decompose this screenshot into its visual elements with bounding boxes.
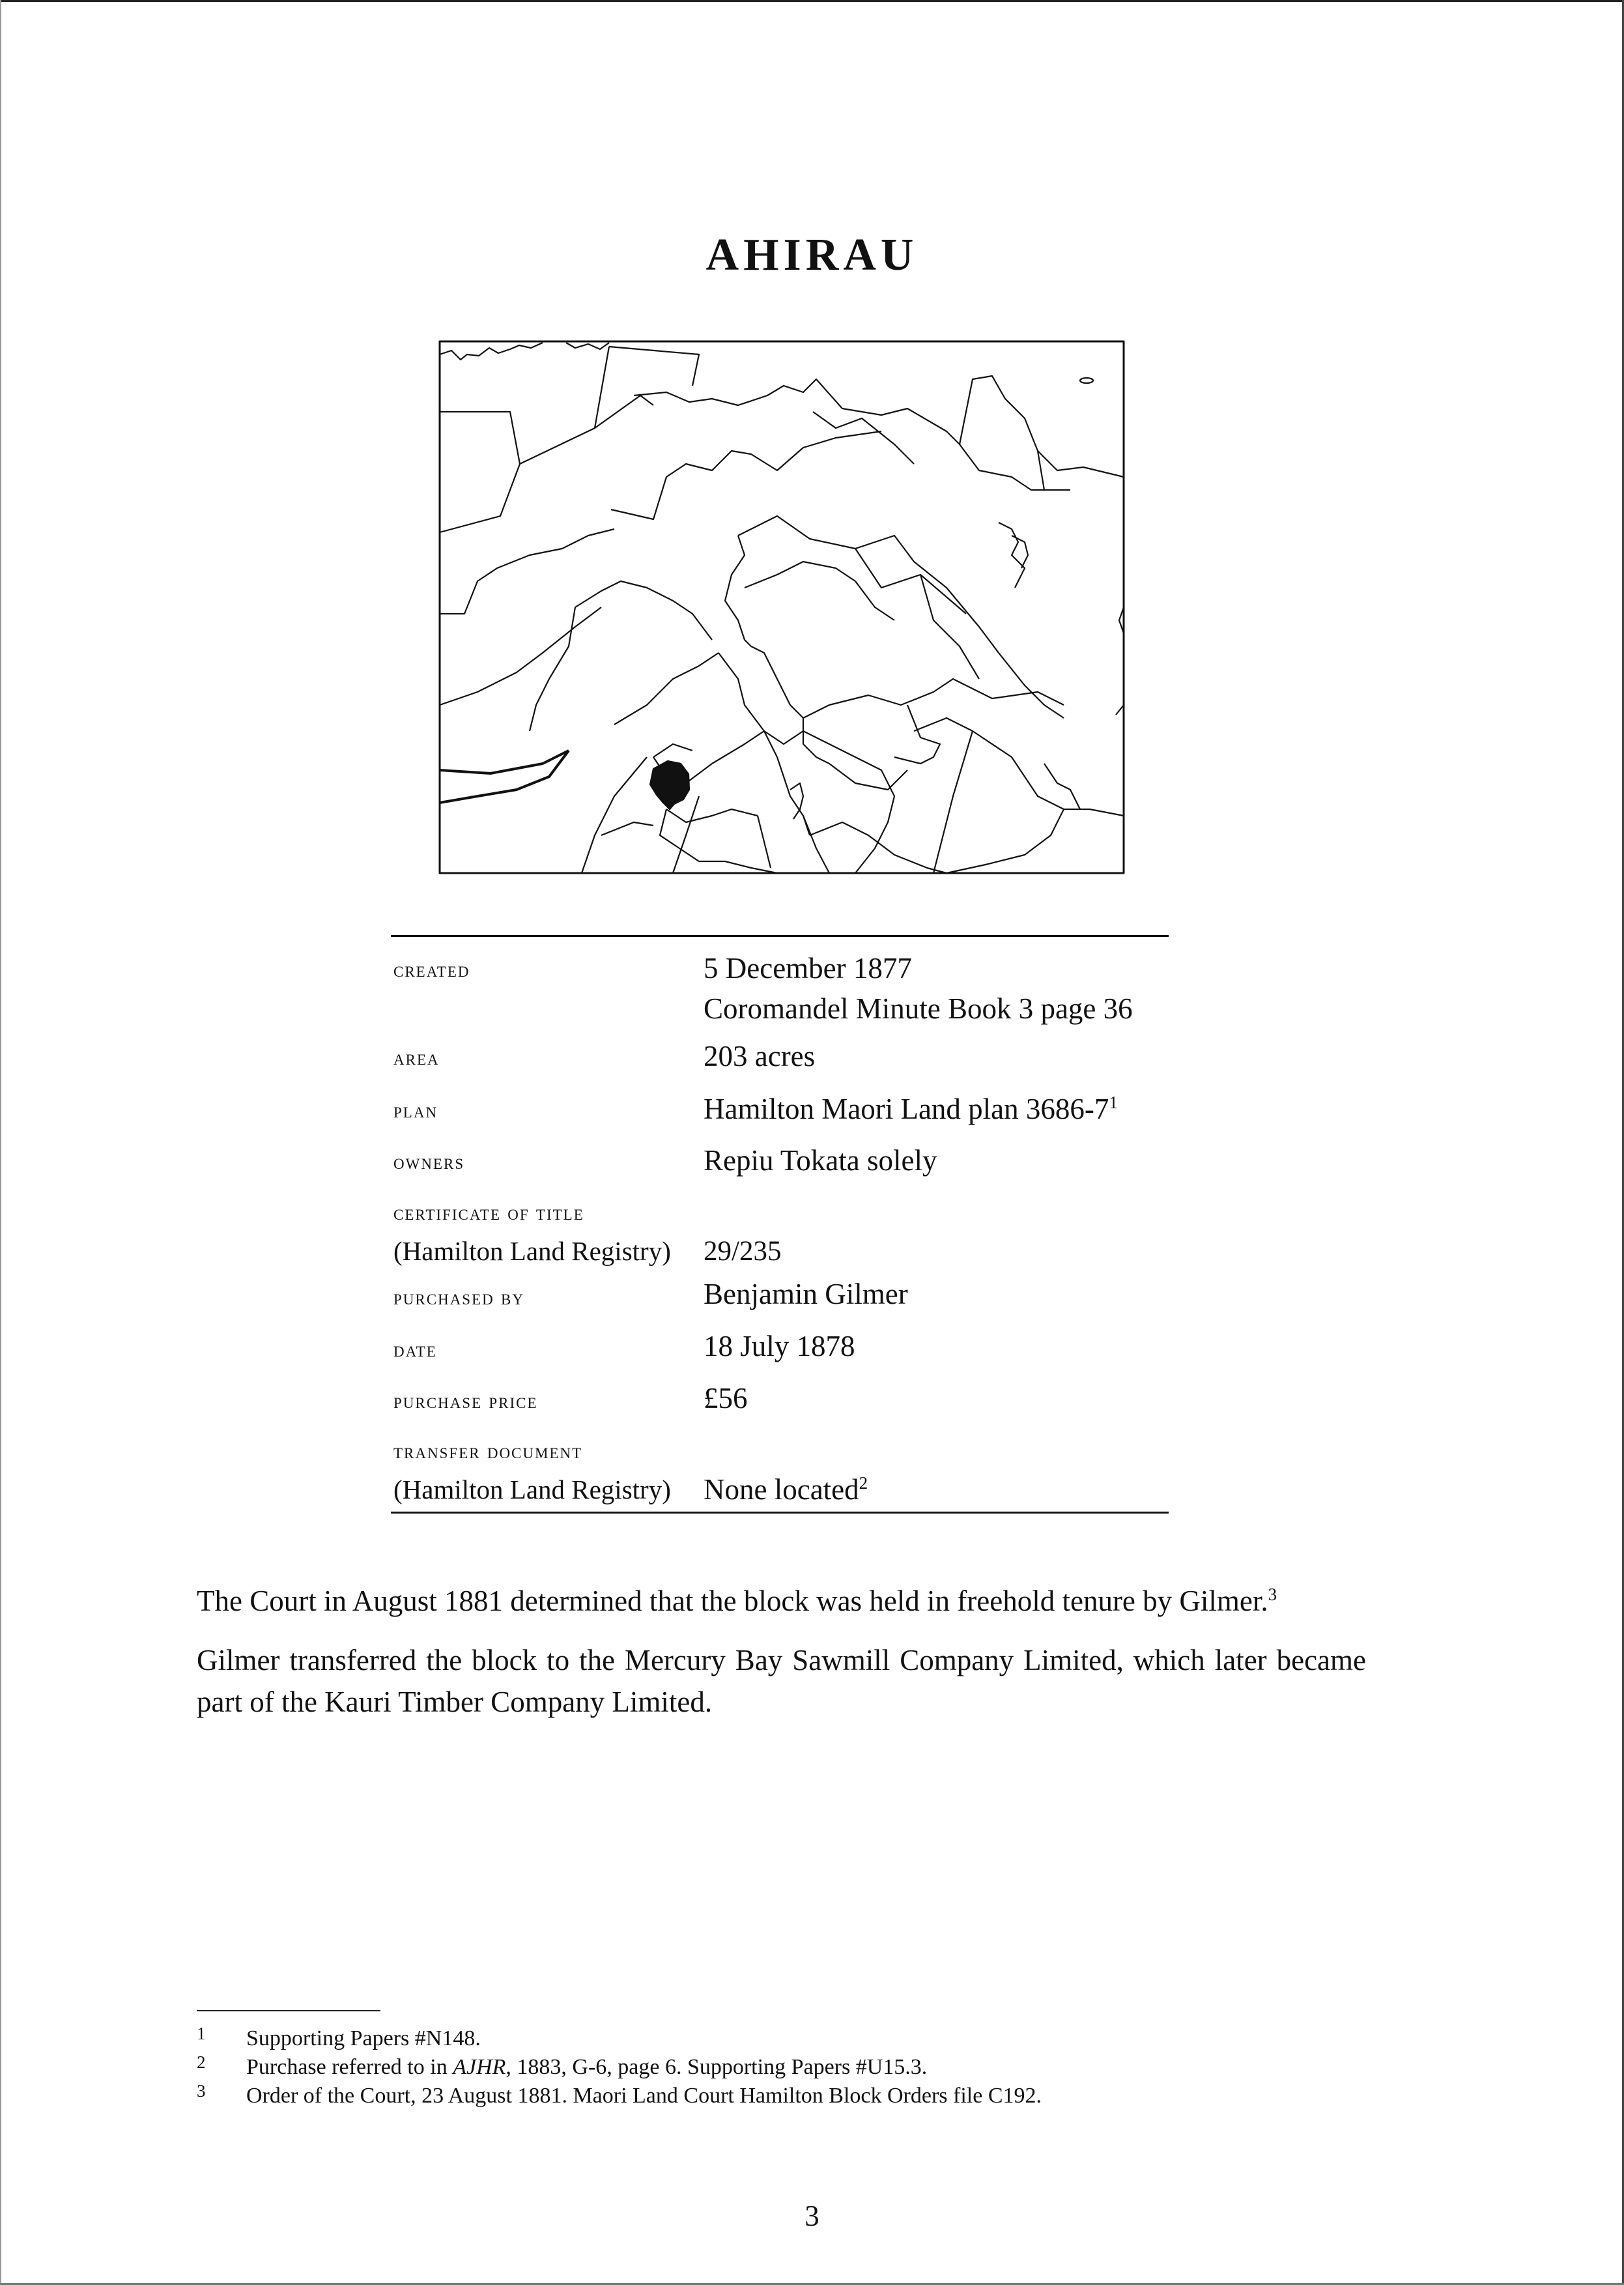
purchased-by-value: Benjamin Gilmer bbox=[704, 1278, 908, 1310]
record-row-owners bbox=[391, 1131, 1169, 1183]
footnote-ref: 1 bbox=[1109, 1093, 1118, 1112]
transfer-label: transfer document bbox=[393, 1440, 583, 1463]
boundary bbox=[614, 653, 719, 725]
boundary bbox=[803, 816, 829, 873]
block-record bbox=[391, 935, 1169, 1514]
created-source: Coromandel Minute Book 3 page 36 bbox=[704, 992, 1133, 1025]
footnote-number: 1 bbox=[197, 2024, 206, 2043]
boundary bbox=[440, 751, 569, 803]
boundary bbox=[758, 816, 771, 868]
created-label: created bbox=[393, 958, 470, 982]
boundary bbox=[440, 529, 614, 614]
boundary bbox=[440, 412, 520, 532]
record-row-date bbox=[391, 1325, 1169, 1377]
bottom-rule bbox=[391, 1512, 1169, 1514]
record-row-plan bbox=[391, 1079, 1169, 1131]
area-value: 203 acres bbox=[704, 1040, 816, 1072]
purchased-by-label: purchased by bbox=[393, 1286, 524, 1310]
boundary bbox=[609, 347, 699, 386]
page-border bbox=[0, 0, 1624, 2]
boundary bbox=[829, 679, 1064, 705]
certificate-label: certificate of title bbox=[393, 1201, 584, 1225]
boundary bbox=[601, 822, 653, 835]
price-value: £56 bbox=[704, 1382, 748, 1415]
boundary bbox=[440, 751, 569, 773]
footnote-number: 3 bbox=[197, 2081, 206, 2101]
boundary bbox=[947, 809, 1064, 873]
boundary bbox=[914, 718, 1124, 816]
record-row-certificate bbox=[391, 1183, 1169, 1273]
boundary bbox=[520, 347, 609, 464]
boundary bbox=[803, 718, 907, 790]
boundary bbox=[582, 757, 647, 873]
footnote-ref: 3 bbox=[1268, 1585, 1277, 1604]
boundary bbox=[611, 431, 881, 519]
boundary bbox=[725, 536, 751, 646]
certificate-registry: (Hamilton Land Registry) bbox=[393, 1236, 671, 1266]
journal-abbreviation: AJHR bbox=[453, 2055, 506, 2079]
transfer-text: None located bbox=[704, 1473, 859, 1506]
boundary bbox=[745, 562, 894, 620]
record-row-transfer bbox=[391, 1428, 1169, 1512]
boundary bbox=[933, 731, 973, 873]
transfer-registry: (Hamilton Land Registry) bbox=[393, 1474, 671, 1504]
boundary bbox=[634, 379, 1070, 490]
highlighted-block bbox=[650, 761, 689, 809]
footnote-text: Purchase referred to in bbox=[246, 2055, 453, 2079]
transfer-value bbox=[704, 1473, 868, 1506]
plan-value bbox=[704, 1092, 1118, 1126]
record-row-area bbox=[391, 1028, 1169, 1079]
boundary bbox=[595, 395, 653, 428]
area-label: area bbox=[393, 1046, 440, 1070]
body-paragraph bbox=[197, 1580, 1366, 1622]
boundary bbox=[1038, 451, 1124, 477]
boundary bbox=[440, 607, 601, 705]
boundary bbox=[712, 731, 764, 764]
boundary bbox=[920, 575, 979, 679]
location-map bbox=[438, 340, 1125, 874]
boundary bbox=[653, 744, 692, 757]
page-title: AHIRAU bbox=[705, 230, 919, 280]
boundary bbox=[751, 646, 829, 718]
footnote-text: Supporting Papers #N148. bbox=[246, 2026, 481, 2050]
boundary bbox=[810, 822, 947, 873]
footnote-text: , 1883, G-6, page 6. Supporting Papers #U15.3. bbox=[506, 2055, 928, 2079]
record-row-created bbox=[391, 937, 1169, 1028]
boundary bbox=[738, 516, 1064, 718]
paragraph-text: The Court in August 1881 determined that the block was held in freehold tenure by Gilmer. bbox=[197, 1585, 1268, 1617]
islet bbox=[1080, 378, 1093, 383]
boundary bbox=[777, 757, 810, 835]
owners-value: Repiu Tokata solely bbox=[704, 1144, 937, 1177]
certificate-value: 29/235 bbox=[704, 1236, 782, 1267]
boundary bbox=[660, 809, 777, 873]
record-row-purchaser bbox=[391, 1273, 1169, 1325]
page-border bbox=[0, 0, 1, 2285]
body-paragraph: Gilmer transferred the block to the Mercury Bay Sawmill Company Limited, which later became part of the Kauri Timber Company Limited. bbox=[197, 1644, 1366, 1718]
date-label: date bbox=[393, 1338, 437, 1362]
plan-text: Hamilton Maori Land plan 3686-7 bbox=[704, 1093, 1109, 1125]
date-value: 18 July 1878 bbox=[704, 1330, 855, 1362]
created-date: 5 December 1877 bbox=[704, 952, 912, 984]
boundary bbox=[666, 809, 758, 822]
record-row-price bbox=[391, 1377, 1169, 1428]
map-frame bbox=[440, 341, 1124, 873]
plan-label: plan bbox=[393, 1099, 438, 1123]
footnote-text: Order of the Court, 23 August 1881. Maori Land Court Hamilton Block Orders file C192. bbox=[246, 2084, 1042, 2108]
boundary bbox=[764, 731, 894, 873]
footnote-rule bbox=[197, 2010, 380, 2011]
boundary bbox=[673, 796, 699, 873]
price-label: purchase price bbox=[393, 1390, 538, 1413]
footnote-1 bbox=[197, 2026, 481, 2051]
boundary bbox=[894, 705, 940, 764]
boundary bbox=[1116, 705, 1124, 715]
page-number: 3 bbox=[805, 2200, 819, 2232]
boundary bbox=[530, 607, 575, 731]
coastline bbox=[566, 343, 609, 349]
footnote-2 bbox=[197, 2052, 928, 2080]
boundary bbox=[813, 412, 914, 464]
boundary bbox=[960, 376, 1044, 490]
coastline bbox=[440, 343, 543, 360]
footnote-number: 2 bbox=[197, 2052, 206, 2072]
boundary bbox=[999, 523, 1025, 588]
footnote-ref: 2 bbox=[859, 1473, 868, 1493]
footnote-3 bbox=[197, 2081, 1042, 2108]
owners-label: owners bbox=[393, 1151, 465, 1174]
